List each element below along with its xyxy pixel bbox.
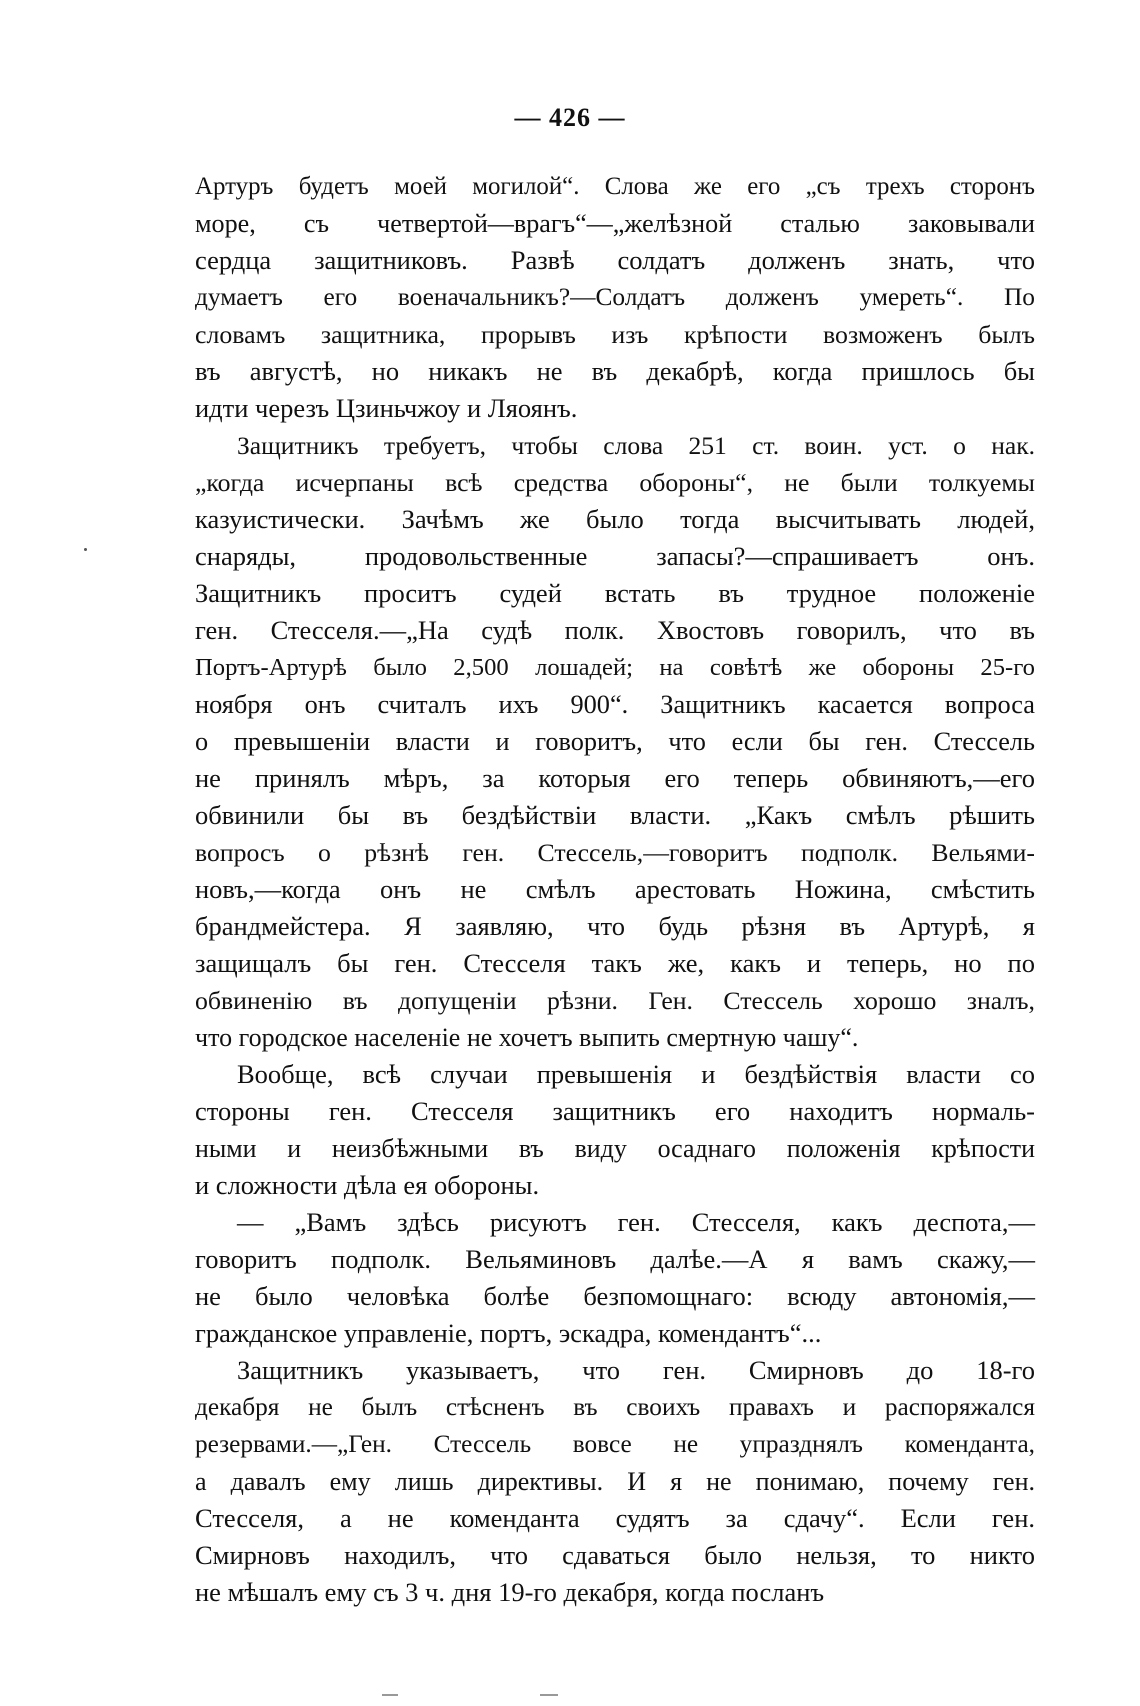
paragraph: [195, 168, 1035, 427]
text-line: ными и неизбѣжными въ виду осаднаго положенія крѣпости: [195, 1134, 1035, 1163]
text-line: — „Вамъ здѣсь рисуютъ ген. Стесселя, какъ деспота,—: [237, 1207, 1035, 1237]
text-line: Защитникъ проситъ судей встать въ трудное положеніе: [195, 578, 1035, 608]
text-line: защищалъ бы ген. Стесселя такъ же, какъ и теперь, но по: [195, 948, 1035, 978]
paragraph: [195, 1056, 1035, 1204]
text-line: идти черезъ Цзиньчжоу и Ляоянъ.: [195, 393, 578, 423]
text-line: декабря не былъ стѣсненъ въ своихъ правахъ и распоряжался: [195, 1393, 1035, 1421]
text-line: ген. Стесселя.—„На судѣ полк. Хвостовъ говорилъ, что въ: [195, 615, 1035, 645]
text-line: говоритъ подполк. Вельяминовъ далѣе.—А я вамъ скажу,—: [195, 1244, 1035, 1274]
body-text: [195, 168, 1035, 1611]
text-line: не принялъ мѣръ, за которыя его теперь обвиняютъ,—его: [195, 763, 1035, 793]
text-line: вопросъ о рѣзнѣ ген. Стессель,—говоритъ подполк. Вельями-: [195, 838, 1035, 867]
scan-mark: [540, 1694, 558, 1696]
paragraph: [195, 427, 1035, 1056]
text-line: Портъ-Артурѣ было 2,500 лошадей; на совѣтѣ же обороны 25-го: [195, 654, 1035, 681]
text-line: Смирновъ находилъ, что сдаваться было нельзя, то никто: [195, 1540, 1035, 1570]
text-line: казуистически. Зачѣмъ же было тогда высчитывать людей,: [195, 504, 1035, 534]
text-line: брандмейстера. Я заявляю, что будь рѣзня въ Артурѣ, я: [195, 911, 1035, 941]
text-line: резервами.—„Ген. Стессель вовсе не упразднялъ коменданта,: [195, 1430, 1035, 1458]
text-line: гражданское управленіе, портъ, эскадра, комендантъ“...: [195, 1318, 822, 1348]
text-line: обвиненію въ допущеніи рѣзни. Ген. Стессель хорошо зналъ,: [195, 986, 1035, 1015]
text-line: словамъ защитника, прорывъ изъ крѣпости возможенъ былъ: [195, 320, 1035, 349]
text-line: не было человѣка болѣе безпомощнаго: всюду автономія,—: [195, 1281, 1035, 1311]
text-line: „когда исчерпаны всѣ средства обороны“, не были толкуемы: [195, 468, 1035, 497]
text-line: новъ,—когда онъ не смѣлъ арестовать Ножина, смѣстить: [195, 874, 1035, 904]
text-line: ноября онъ считалъ ихъ 900“. Защитникъ касается вопроса: [195, 690, 1035, 719]
text-line: стороны ген. Стесселя защитникъ его находитъ нормаль-: [195, 1096, 1035, 1126]
scan-speck: [84, 548, 87, 551]
paragraph: [195, 1204, 1035, 1352]
text-line: думаетъ его военачальникъ?—Солдатъ долженъ умереть“. По: [195, 283, 1035, 311]
text-line: Вообще, всѣ случаи превышенія и бездѣйствія власти со: [237, 1059, 1035, 1089]
text-line: снаряды, продовольственные запасы?—спрашиваетъ онъ.: [195, 541, 1035, 571]
text-line: въ августѣ, но никакъ не въ декабрѣ, когда пришлось бы: [195, 356, 1035, 386]
text-line: Защитникъ указываетъ, что ген. Смирновъ до 18-го: [237, 1355, 1035, 1385]
text-line: Стесселя, а не коменданта судятъ за сдачу“. Если ген.: [195, 1503, 1035, 1533]
text-line: обвинили бы въ бездѣйствіи власти. „Какъ смѣлъ рѣшить: [195, 800, 1035, 830]
text-line: Защитникъ требуетъ, чтобы слова 251 ст. воин. уст. о нак.: [237, 431, 1035, 460]
text-line: что городское населеніе не хочетъ выпить смертную чашу“.: [195, 1023, 859, 1052]
text-line: Артуръ будетъ моей могилой“. Слова же его „съ трехъ сторонъ: [195, 173, 1035, 200]
scan-mark: [382, 1694, 398, 1696]
text-line: сердца защитниковъ. Развѣ солдатъ долженъ знать, что: [195, 245, 1035, 275]
text-line: о превышеніи власти и говоритъ, что если бы ген. Стессель: [195, 727, 1035, 756]
text-line: а давалъ ему лишь директивы. И я не понимаю, почему ген.: [195, 1467, 1035, 1496]
text-line: не мѣшалъ ему съ 3 ч. дня 19-го декабря, когда посланъ: [195, 1577, 825, 1607]
paragraph: [195, 1352, 1035, 1611]
text-line: море, съ четвертой—врагъ“—„желѣзной сталью заковывали: [195, 209, 1035, 238]
page-number: — 426 —: [514, 103, 626, 132]
text-line: и сложности дѣла ея обороны.: [195, 1170, 540, 1200]
